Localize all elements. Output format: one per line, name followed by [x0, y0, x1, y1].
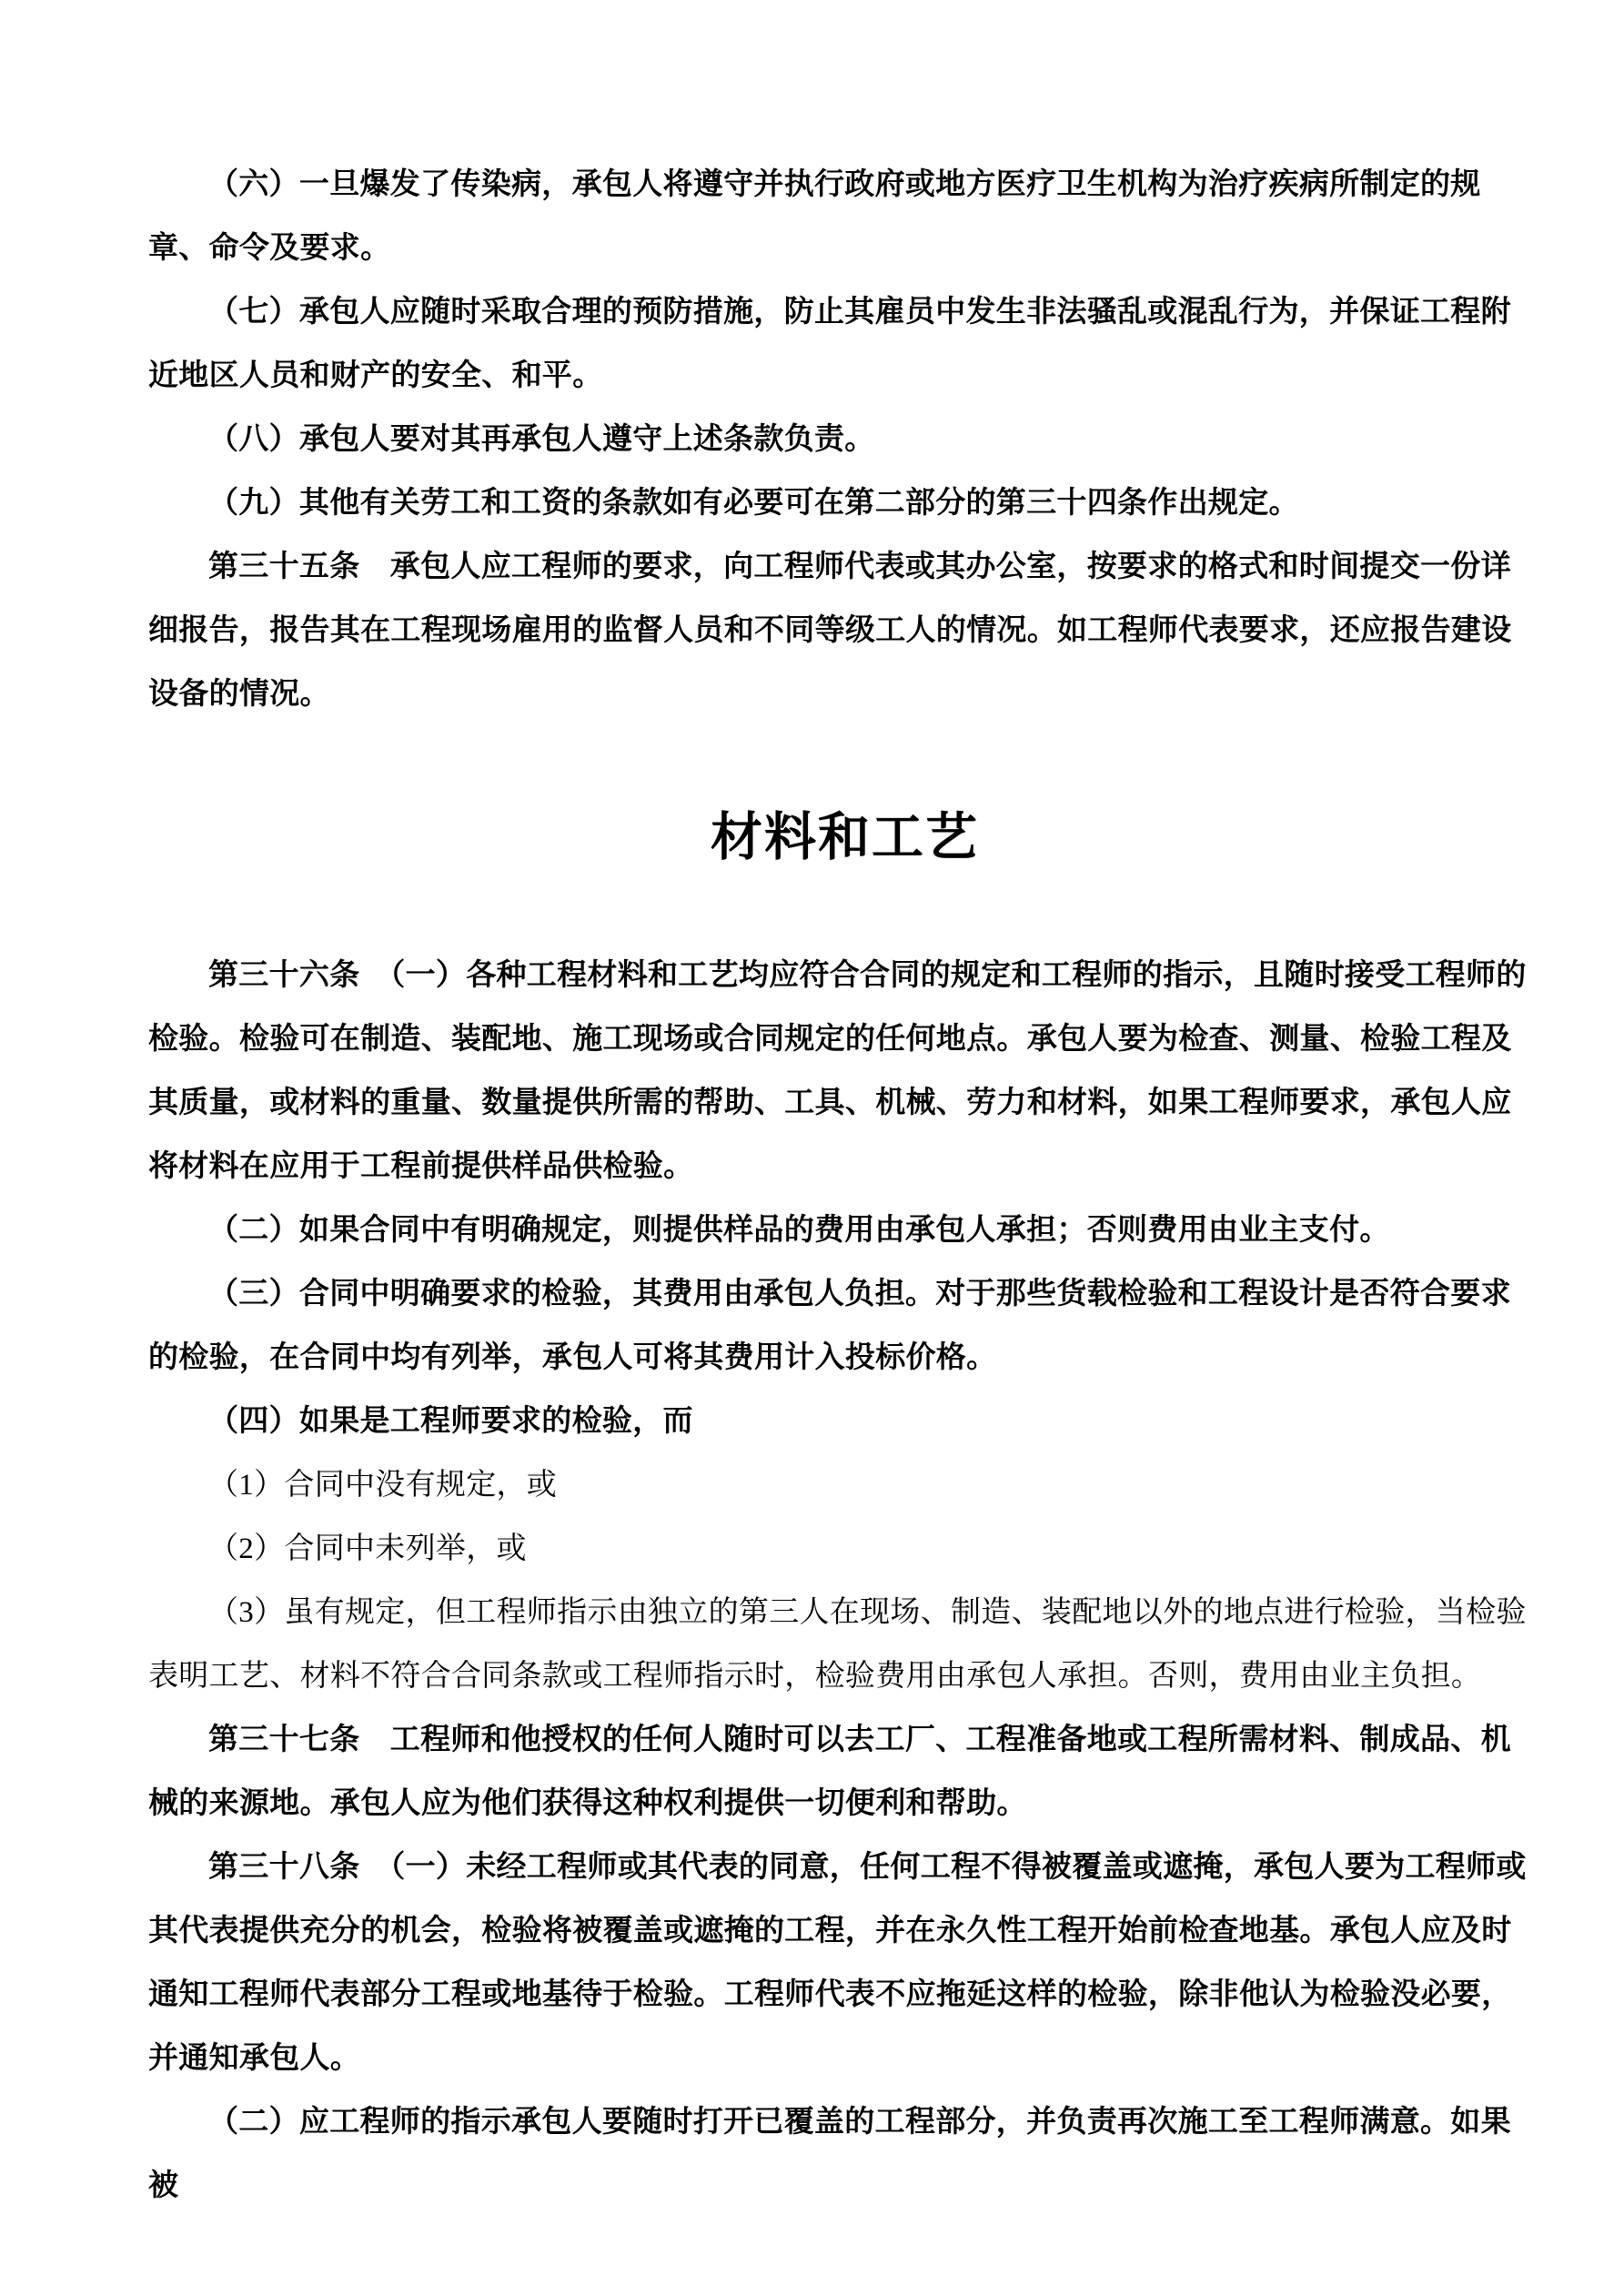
clause-8-paragraph: （八）承包人要对其再承包人遵守上述条款负责。 — [208, 423, 875, 456]
article-36-subitem-1-paragraph: （1）合同中没有规定，或 — [208, 1469, 558, 1502]
article-38-item-2-paragraph: （二）应工程师的指示承包人要随时打开已覆盖的工程部分，并负责再次施工至工程师满意。如果被 — [148, 2106, 1511, 2202]
article-36-subitem-3-paragraph: （3）虽有规定，但工程师指示由独立的第三人在现场、制造、装配地以外的地点进行检验，当检验表明工艺、材料不符合合同条款或工程师指示时，检验费用由承包人承担。否则，费用由业主负担。 — [148, 1596, 1527, 1693]
article-36-subitem-2-paragraph: （2）合同中未列举，或 — [208, 1532, 527, 1565]
article-36-item-4-paragraph: （四）如果是工程师要求的检验，而 — [208, 1405, 693, 1438]
article-35-paragraph: 第三十五条 承包人应工程师的要求，向工程师代表或其办公室，按要求的格式和时间提交一份详细报告，报告其在工程现场雇用的监督人员和不同等级工人的情况。如工程师代表要求，还应报告建设设备的情况。 — [148, 551, 1512, 711]
clause-6-paragraph: （六）一旦爆发了传染病，承包人将遵守并执行政府或地方医疗卫生机构为治疗疾病所制定的规章、命令及要求。 — [148, 168, 1481, 265]
section-title: 材料和工艺 — [711, 809, 979, 866]
clause-9-paragraph: （九）其他有关劳工和工资的条款如有必要可在第二部分的第三十四条作出规定。 — [208, 487, 1299, 520]
article-36-item-1-paragraph: 第三十六条 （一）各种工程材料和工艺均应符合合同的规定和工程师的指示，且随时接受工程师的检验。检验可在制造、装配地、施工现场或合同规定的任何地点。承包人要为检查、测量、检验工程及其质量，或材料的重量、数量提供所需的帮助、工具、机械、劳力和材料，如果工程师要求，承包人应将材料在应用于工程前提供样品供检验。 — [148, 959, 1527, 1183]
article-38-item-1-paragraph: 第三十八条 （一）未经工程师或其代表的同意，任何工程不得被覆盖或遮掩，承包人要为工程师或其代表提供充分的机会，检验将被覆盖或遮掩的工程，并在永久性工程开始前检查地基。承包人应及时通知工程师代表部分工程或地基待于检验。工程师代表不应拖延这样的检验，除非他认为检验没必要，并通知承包人。 — [148, 1851, 1527, 2075]
article-37-paragraph: 第三十七条 工程师和他授权的任何人随时可以去工厂、工程准备地或工程所需材料、制成品、机械的来源地。承包人应为他们获得这种权利提供一切便利和帮助。 — [148, 1724, 1511, 1820]
article-36-item-2-paragraph: （二）如果合同中有明确规定，则提供样品的费用由承包人承担；否则费用由业主支付。 — [208, 1214, 1390, 1247]
clause-7-paragraph: （七）承包人应随时采取合理的预防措施，防止其雇员中发生非法骚乱或混乱行为，并保证工程附近地区人员和财产的安全、和平。 — [148, 296, 1511, 392]
article-36-item-3-paragraph: （三）合同中明确要求的检验，其费用由承包人负担。对于那些货载检验和工程设计是否符合要求的检验，在合同中均有列举，承包人可将其费用计入投标价格。 — [148, 1278, 1511, 1374]
